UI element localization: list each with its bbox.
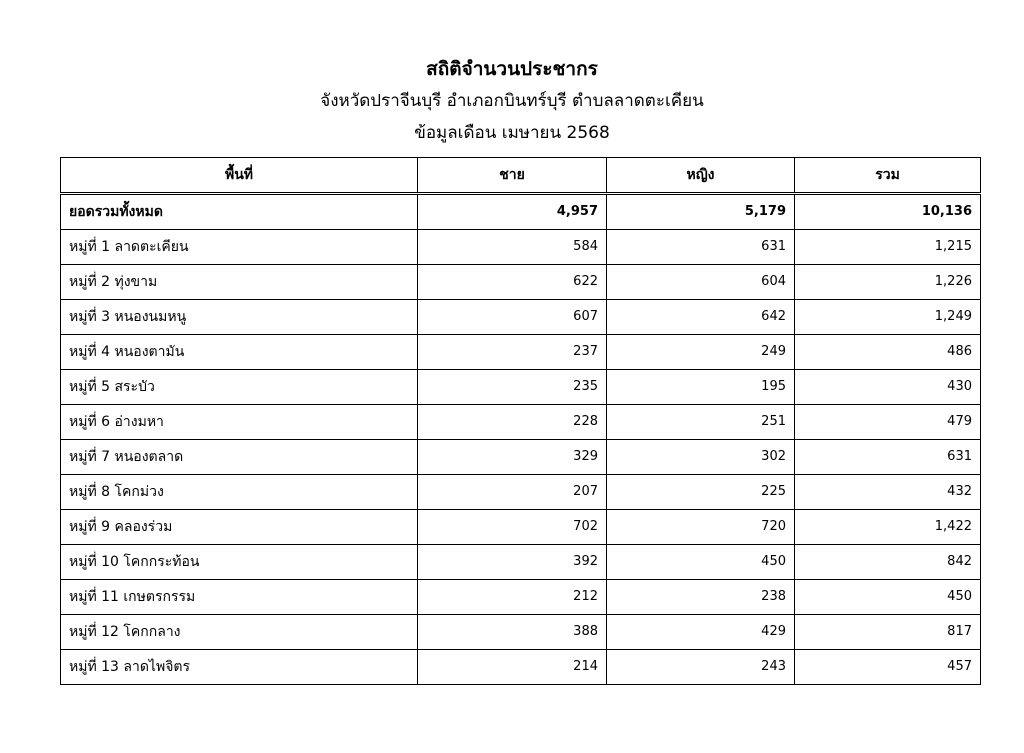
village-total-cell: 817 [795, 615, 981, 650]
village-male-cell: 237 [418, 335, 607, 370]
village-total-cell: 631 [795, 440, 981, 475]
table-row [61, 615, 981, 650]
village-female-cell: 195 [607, 370, 795, 405]
village-area-cell: หมู่ที่ 10 โคกกระท้อน [61, 545, 418, 580]
village-female-cell: 243 [607, 650, 795, 685]
table-row [61, 580, 981, 615]
village-area-cell: หมู่ที่ 8 โคกม่วง [61, 475, 418, 510]
village-female-cell: 720 [607, 510, 795, 545]
grand-total-row [61, 194, 981, 230]
village-female-cell: 642 [607, 300, 795, 335]
village-area-cell: หมู่ที่ 1 ลาดตะเคียน [61, 230, 418, 265]
village-female-cell: 302 [607, 440, 795, 475]
village-total-cell: 479 [795, 405, 981, 440]
village-total-cell: 432 [795, 475, 981, 510]
village-female-cell: 249 [607, 335, 795, 370]
village-male-cell: 622 [418, 265, 607, 300]
village-total-cell: 1,215 [795, 230, 981, 265]
village-male-cell: 228 [418, 405, 607, 440]
village-male-cell: 207 [418, 475, 607, 510]
village-area-cell: หมู่ที่ 6 อ่างมหา [61, 405, 418, 440]
table-row [61, 300, 981, 335]
table-row [61, 335, 981, 370]
grand-total-sum: 10,136 [795, 194, 981, 230]
village-male-cell: 235 [418, 370, 607, 405]
village-total-cell: 1,226 [795, 265, 981, 300]
document-subtitle: จังหวัดปราจีนบุรี อำเภอกบินทร์บุรี ตำบลลาดตะเคียน [320, 91, 704, 111]
table-row [61, 545, 981, 580]
village-male-cell: 584 [418, 230, 607, 265]
table-row [61, 475, 981, 510]
village-male-cell: 607 [418, 300, 607, 335]
village-total-cell: 1,249 [795, 300, 981, 335]
header-area: พื้นที่ [61, 158, 418, 194]
header-female: หญิง [607, 158, 795, 194]
village-area-cell: หมู่ที่ 13 ลาดไพจิตร [61, 650, 418, 685]
village-area-cell: หมู่ที่ 9 คลองร่วม [61, 510, 418, 545]
table-row [61, 405, 981, 440]
header-total: รวม [795, 158, 981, 194]
table-row [61, 370, 981, 405]
document-dateline: ข้อมูลเดือน เมษายน 2568 [414, 123, 610, 143]
grand-total-female: 5,179 [607, 194, 795, 230]
grand-total-label: ยอดรวมทั้งหมด [61, 194, 418, 230]
village-male-cell: 212 [418, 580, 607, 615]
village-total-cell: 486 [795, 335, 981, 370]
village-female-cell: 225 [607, 475, 795, 510]
village-area-cell: หมู่ที่ 7 หนองตลาด [61, 440, 418, 475]
village-area-cell: หมู่ที่ 2 ทุ่งขาม [61, 265, 418, 300]
table-row [61, 650, 981, 685]
village-female-cell: 429 [607, 615, 795, 650]
village-male-cell: 214 [418, 650, 607, 685]
village-total-cell: 430 [795, 370, 981, 405]
village-area-cell: หมู่ที่ 11 เกษตรกรรม [61, 580, 418, 615]
village-male-cell: 388 [418, 615, 607, 650]
village-area-cell: หมู่ที่ 12 โคกกลาง [61, 615, 418, 650]
village-male-cell: 392 [418, 545, 607, 580]
header-male: ชาย [418, 158, 607, 194]
village-total-cell: 842 [795, 545, 981, 580]
table-header-row [61, 158, 981, 194]
village-female-cell: 604 [607, 265, 795, 300]
village-female-cell: 450 [607, 545, 795, 580]
village-area-cell: หมู่ที่ 5 สระบัว [61, 370, 418, 405]
table-row [61, 440, 981, 475]
population-table [60, 157, 981, 685]
table-row [61, 230, 981, 265]
village-total-cell: 450 [795, 580, 981, 615]
table-row [61, 265, 981, 300]
table-row [61, 510, 981, 545]
document-title: สถิติจำนวนประชากร [426, 58, 598, 80]
village-total-cell: 457 [795, 650, 981, 685]
village-female-cell: 238 [607, 580, 795, 615]
grand-total-male: 4,957 [418, 194, 607, 230]
village-area-cell: หมู่ที่ 4 หนองตามัน [61, 335, 418, 370]
village-area-cell: หมู่ที่ 3 หนองนมหนู [61, 300, 418, 335]
village-male-cell: 329 [418, 440, 607, 475]
village-male-cell: 702 [418, 510, 607, 545]
village-total-cell: 1,422 [795, 510, 981, 545]
village-female-cell: 631 [607, 230, 795, 265]
village-female-cell: 251 [607, 405, 795, 440]
